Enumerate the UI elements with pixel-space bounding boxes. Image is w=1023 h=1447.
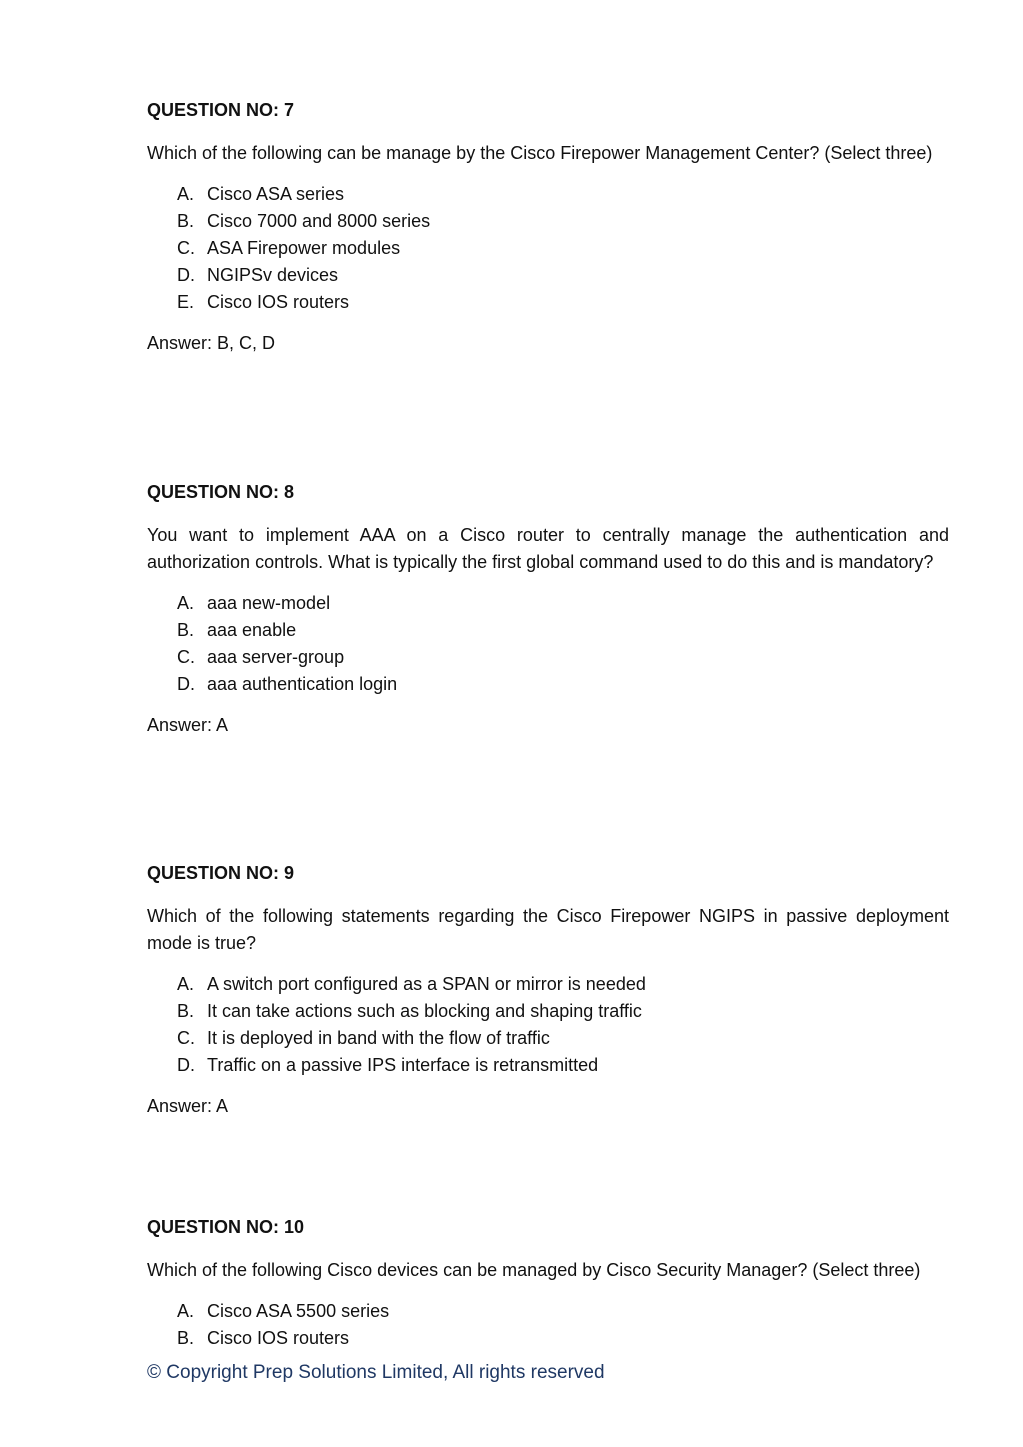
option-a: [147, 1298, 949, 1325]
option-letter: A.: [177, 593, 195, 613]
question-title: QUESTION NO: 8: [147, 482, 295, 502]
option-list: [147, 971, 949, 1079]
answer-text: Answer: A: [147, 715, 229, 735]
option-b: [147, 1325, 949, 1352]
question-text: You want to implement AAA on a Cisco router to centrally manage the authentication and authorization controls. What is typically the first global command used to do this and is mandatory?: [147, 525, 949, 572]
question-title: QUESTION NO: 10: [147, 1217, 305, 1237]
option-a: [147, 181, 949, 208]
option-letter: E.: [177, 292, 195, 312]
option-list: [147, 590, 949, 698]
option-text: Cisco IOS routers: [207, 292, 350, 312]
option-text: Cisco IOS routers: [207, 1328, 350, 1348]
option-c: [147, 235, 949, 262]
option-list: [147, 1298, 949, 1352]
option-letter: D.: [177, 1055, 195, 1075]
answer-text: Answer: A: [147, 1096, 229, 1116]
question-9: [147, 862, 949, 1120]
option-letter: C.: [177, 1028, 195, 1048]
option-text: Cisco ASA 5500 series: [207, 1301, 390, 1321]
option-b: [147, 998, 949, 1025]
option-letter: B.: [177, 1001, 195, 1021]
option-letter: B.: [177, 1328, 195, 1348]
option-letter: A.: [177, 1301, 195, 1321]
option-b: [147, 617, 949, 644]
option-text: It can take actions such as blocking and shaping traffic: [207, 1001, 642, 1021]
option-text: aaa authentication login: [207, 674, 398, 694]
option-text: It is deployed in band with the flow of traffic: [207, 1028, 550, 1048]
question-text: Which of the following statements regarding the Cisco Firepower NGIPS in passive deployment mode is true?: [147, 906, 949, 953]
option-c: [147, 644, 949, 671]
option-letter: A.: [177, 184, 195, 204]
option-text: aaa new-model: [207, 593, 331, 613]
question-7: [147, 99, 949, 357]
option-letter: A.: [177, 974, 195, 994]
option-d: [147, 1052, 949, 1079]
option-text: Cisco ASA series: [207, 184, 345, 204]
option-a: [147, 971, 949, 998]
option-d: [147, 671, 949, 698]
option-text: aaa enable: [207, 620, 297, 640]
option-text: aaa server-group: [207, 647, 345, 667]
answer-text: Answer: B, C, D: [147, 333, 276, 353]
option-text: Traffic on a passive IPS interface is retransmitted: [207, 1055, 599, 1075]
option-c: [147, 1025, 949, 1052]
option-a: [147, 590, 949, 617]
option-e: [147, 289, 949, 316]
option-text: NGIPSv devices: [207, 265, 339, 285]
option-letter: C.: [177, 238, 195, 258]
copyright-footer: © Copyright Prep Solutions Limited, All rights reserved: [147, 1362, 605, 1383]
option-letter: B.: [177, 620, 195, 640]
question-8: [147, 481, 949, 739]
question-text: Which of the following Cisco devices can be managed by Cisco Security Manager? (Select three): [147, 1260, 921, 1280]
option-letter: C.: [177, 647, 195, 667]
question-title: QUESTION NO: 9: [147, 863, 295, 883]
option-letter: D.: [177, 265, 195, 285]
option-b: [147, 208, 949, 235]
option-d: [147, 262, 949, 289]
option-text: ASA Firepower modules: [207, 238, 401, 258]
option-text: Cisco 7000 and 8000 series: [207, 211, 431, 231]
question-10: [147, 1216, 949, 1352]
option-text: A switch port configured as a SPAN or mirror is needed: [207, 974, 646, 994]
option-list: [147, 181, 949, 316]
option-letter: B.: [177, 211, 195, 231]
question-title: QUESTION NO: 7: [147, 100, 295, 120]
question-text: Which of the following can be manage by the Cisco Firepower Management Center? (Select three): [147, 143, 933, 163]
option-letter: D.: [177, 674, 195, 694]
